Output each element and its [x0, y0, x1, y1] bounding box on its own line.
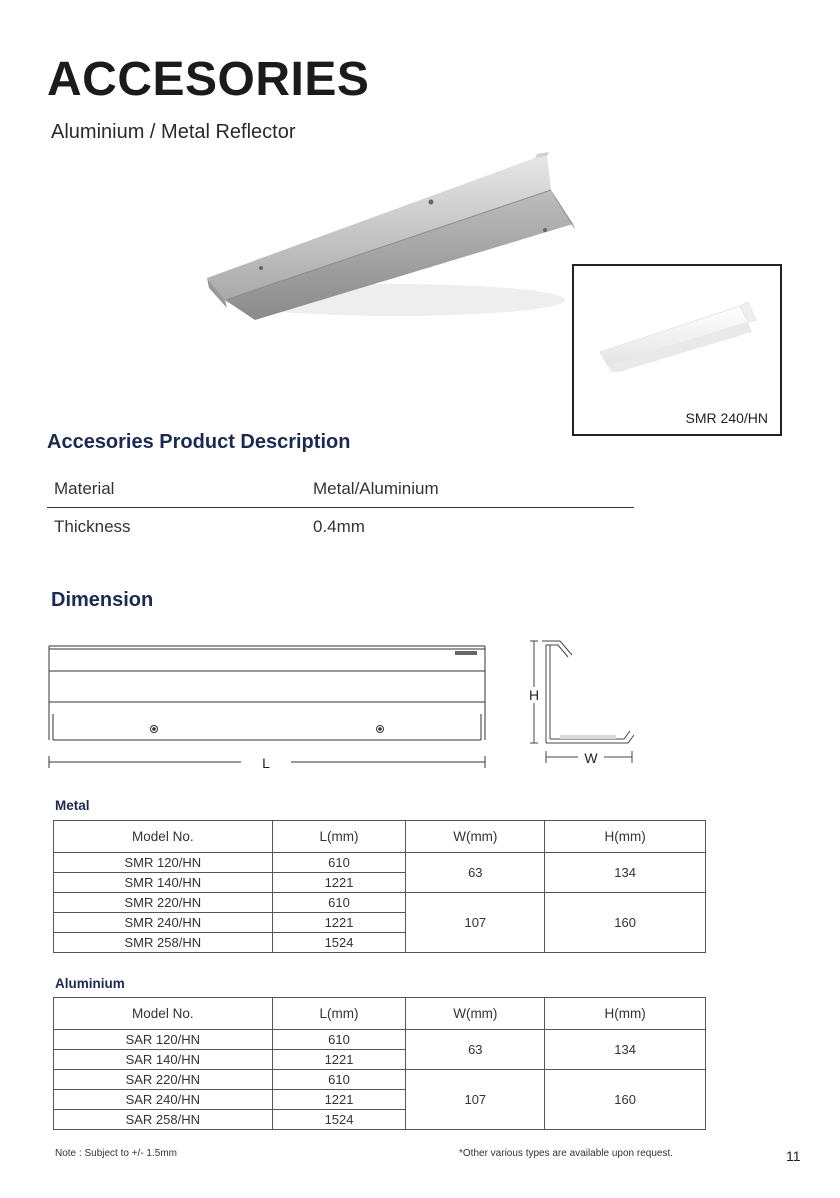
height-cell: 160	[545, 1070, 706, 1130]
height-cell: 160	[545, 893, 706, 953]
description-value: 0.4mm	[313, 517, 365, 536]
width-cell: 107	[406, 893, 545, 953]
inset-product-frame	[572, 264, 782, 436]
table-header-row	[54, 821, 706, 853]
column-header: L(mm)	[272, 821, 406, 853]
description-title: Accesories Product Description	[47, 431, 351, 453]
dimension-title: Dimension	[51, 589, 154, 611]
tolerance-note: Note : Subject to +/- 1.5mm	[55, 1148, 177, 1159]
length-cell: 610	[272, 853, 406, 873]
model-cell: SAR 120/HN	[54, 1030, 273, 1050]
model-cell: SAR 258/HN	[54, 1110, 273, 1130]
table-row	[54, 893, 706, 913]
length-cell: 1221	[272, 873, 406, 893]
column-header: H(mm)	[545, 998, 706, 1030]
height-cell: 134	[545, 853, 706, 893]
width-cell: 63	[406, 1030, 545, 1070]
aluminium-table-label: Aluminium	[55, 976, 125, 991]
description-row-thickness	[47, 508, 634, 546]
description-key: Thickness	[54, 517, 131, 536]
description-value: Metal/Aluminium	[313, 478, 439, 498]
table-row	[54, 1070, 706, 1090]
dimension-label-h: H	[528, 687, 540, 703]
height-cell: 134	[545, 1030, 706, 1070]
description-key: Material	[54, 478, 115, 498]
aluminium-spec-table	[53, 997, 706, 1130]
length-cell: 1221	[272, 1090, 406, 1110]
table-row	[54, 1030, 706, 1050]
column-header: W(mm)	[406, 821, 545, 853]
page-title: ACCESORIES	[47, 53, 370, 106]
model-cell: SMR 140/HN	[54, 873, 273, 893]
length-cell: 1524	[272, 1110, 406, 1130]
length-cell: 610	[272, 893, 406, 913]
model-cell: SAR 240/HN	[54, 1090, 273, 1110]
dimension-front-drawing	[45, 636, 495, 776]
column-header: H(mm)	[545, 821, 706, 853]
column-header: L(mm)	[272, 998, 406, 1030]
metal-reflector-image	[195, 150, 585, 340]
length-cell: 1221	[272, 1050, 406, 1070]
white-reflector-image	[590, 292, 760, 372]
width-cell: 107	[406, 1070, 545, 1130]
length-cell: 610	[272, 1070, 406, 1090]
model-cell: SMR 120/HN	[54, 853, 273, 873]
page-subtitle: Aluminium / Metal Reflector	[51, 121, 296, 143]
table-row	[54, 853, 706, 873]
length-cell: 1221	[272, 913, 406, 933]
page-number: 11	[786, 1148, 801, 1164]
model-cell: SAR 220/HN	[54, 1070, 273, 1090]
model-cell: SAR 140/HN	[54, 1050, 273, 1070]
length-cell: 610	[272, 1030, 406, 1050]
model-cell: SMR 240/HN	[54, 913, 273, 933]
column-header: Model No.	[54, 821, 273, 853]
column-header: Model No.	[54, 998, 273, 1030]
table-header-row	[54, 998, 706, 1030]
description-row-material	[47, 470, 634, 508]
dimension-profile-drawing	[520, 635, 640, 775]
column-header: W(mm)	[406, 998, 545, 1030]
length-cell: 1524	[272, 933, 406, 953]
model-cell: SMR 258/HN	[54, 933, 273, 953]
metal-spec-table	[53, 820, 706, 953]
metal-table-label: Metal	[55, 798, 90, 813]
inset-product-label: SMR 240/HN	[685, 410, 768, 426]
dimension-label-w: W	[584, 750, 598, 766]
width-cell: 63	[406, 853, 545, 893]
description-table	[47, 470, 634, 546]
dimension-label-l: L	[262, 755, 270, 771]
model-cell: SMR 220/HN	[54, 893, 273, 913]
availability-note: *Other various types are available upon request.	[459, 1148, 674, 1159]
